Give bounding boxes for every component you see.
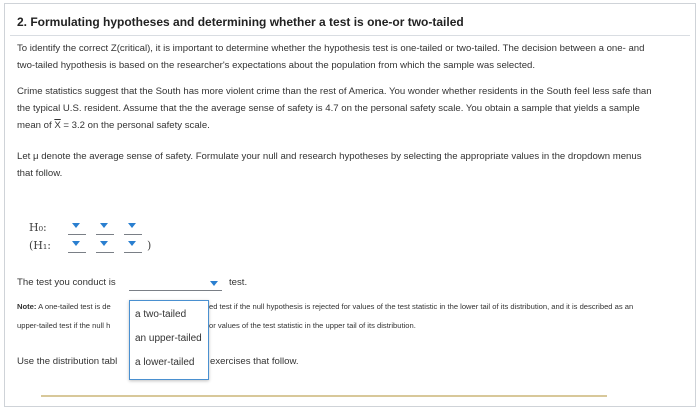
h0-value-dropdown[interactable] [124, 221, 142, 235]
test-type-suffix: test. [229, 277, 248, 288]
chevron-down-icon [128, 223, 136, 228]
h1-value-dropdown[interactable] [124, 239, 142, 253]
chevron-down-icon [72, 241, 80, 246]
menu-option-lower-tailed[interactable]: a lower-tailed [135, 357, 195, 368]
research-hypothesis-label: (H₁: [29, 239, 51, 252]
h1-close-paren: ) [147, 239, 152, 252]
note-line-1: Note: A one-tailed test is de [17, 302, 111, 311]
note-line-2-cont: or values of the test statistic in the upper tail of its distribution. [209, 321, 416, 330]
chevron-down-icon [72, 223, 80, 228]
chevron-down-icon [128, 241, 136, 246]
title-divider [10, 35, 690, 36]
null-hypothesis-label: H₀: [29, 221, 47, 234]
x-bar-symbol: $\overline{X}$ [54, 120, 61, 131]
h0-operator-dropdown[interactable] [96, 221, 114, 235]
chevron-down-icon [210, 281, 218, 286]
question-panel [4, 3, 696, 407]
test-type-dropdown[interactable] [129, 279, 222, 291]
menu-option-upper-tailed[interactable]: an upper-tailed [135, 333, 202, 344]
chevron-down-icon [100, 241, 108, 246]
chevron-down-icon [100, 223, 108, 228]
intro-paragraph: To identify the correct Z(critical), it is important to determine whether the hypothesis test is one-tailed or two-tailed. The decision between a one- and two-tailed hypothesis is based on the researcher's expectations about the population from which the sample was selected. [17, 43, 645, 71]
question-title: 2. Formulating hypotheses and determining whether a test is one-or two-tailed [17, 15, 464, 29]
h0-param-dropdown[interactable] [68, 221, 86, 235]
distribution-table-text: Use the distribution tabl [17, 356, 118, 367]
distribution-table-text-cont: exercises that follow. [210, 356, 299, 367]
scenario-paragraph: Crime statistics suggest that the South has more violent crime than the rest of America. You wonder whether residents in the South feel less safe than the typical U.S. resident. Assume that the the average sense of safety is 4.7 on the personal safety scale. You obtain a sample that yields a sample mean of $\overline{X} = 3.2$ on the personal safety scale. [17, 86, 652, 131]
h1-param-dropdown[interactable] [68, 239, 86, 253]
menu-option-two-tailed[interactable]: a two-tailed [135, 309, 187, 320]
bottom-divider [41, 395, 607, 397]
note-line-2: upper-tailed test if the null h [17, 321, 111, 330]
test-type-prefix: The test you conduct is [17, 277, 116, 288]
test-type-menu [129, 300, 209, 380]
instruction-paragraph: Let μ denote the average sense of safety. Formulate your null and research hypotheses by selecting the appropriate values in the dropdown menus that follow. [17, 151, 642, 179]
h1-operator-dropdown[interactable] [96, 239, 114, 253]
note-line-1-cont: ed test if the null hypothesis is rejected for values of the test statistic in the lower tail of its distribution, and it is described as an [209, 302, 634, 311]
